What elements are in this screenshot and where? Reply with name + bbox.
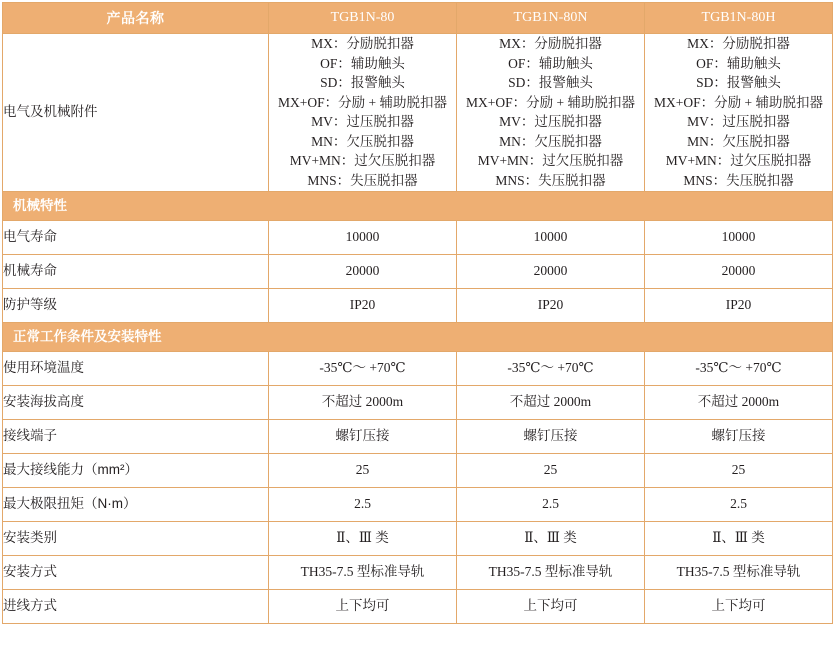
accessory-line: OF：辅助触头 [508, 55, 593, 71]
row-label: 最大接线能力（mm²） [3, 453, 269, 487]
accessory-line: SD：报警触头 [320, 75, 405, 91]
accessory-line: OF：辅助触头 [320, 55, 405, 71]
row-label: 安装类别 [3, 521, 269, 555]
accessory-line: MX：分励脱扣器 [687, 36, 790, 51]
row-label: 机械寿命 [3, 254, 269, 288]
row-value: 2.5 [645, 487, 833, 521]
row-value: 2.5 [269, 487, 457, 521]
table-header-row [3, 3, 833, 34]
table-row [3, 385, 833, 419]
row-value: -35℃～ +70℃ [269, 351, 457, 385]
accessories-cell-2 [457, 34, 645, 192]
header-model-1: TGB1N-80 [269, 3, 457, 34]
accessories-row [3, 34, 833, 192]
row-value: 25 [457, 453, 645, 487]
table-row [3, 419, 833, 453]
specification-table [2, 2, 833, 624]
section-band-label: 正常工作条件及安装特性 [3, 322, 833, 351]
accessory-line: MN：欠压脱扣器 [687, 133, 790, 149]
row-value: -35℃～ +70℃ [645, 351, 833, 385]
accessory-line: MV+MN：过欠压脱扣器 [665, 153, 812, 169]
accessory-line: MX：分励脱扣器 [311, 36, 414, 51]
row-value: TH35-7.5 型标准导轨 [269, 555, 457, 589]
row-label: 电气寿命 [3, 220, 269, 254]
row-value: 不超过 2000m [457, 385, 645, 419]
table-row [3, 589, 833, 623]
accessory-line: MX+OF：分励 + 辅助脱扣器 [466, 94, 635, 110]
row-value: Ⅱ、Ⅲ 类 [269, 521, 457, 555]
row-value: 10000 [645, 220, 833, 254]
table-row [3, 487, 833, 521]
accessory-line: MV：过压脱扣器 [311, 114, 414, 130]
row-value: 不超过 2000m [269, 385, 457, 419]
table-row [3, 521, 833, 555]
row-value: IP20 [645, 288, 833, 322]
table-row [3, 351, 833, 385]
accessory-line: MX+OF：分励 + 辅助脱扣器 [654, 94, 823, 110]
accessory-line: MV：过压脱扣器 [499, 114, 602, 130]
accessory-line: MX：分励脱扣器 [499, 36, 602, 51]
table-row [3, 555, 833, 589]
row-label: 使用环境温度 [3, 351, 269, 385]
row-value: Ⅱ、Ⅲ 类 [645, 521, 833, 555]
accessory-line: SD：报警触头 [508, 75, 593, 91]
row-value: 10000 [457, 220, 645, 254]
row-value: 25 [645, 453, 833, 487]
table-row [3, 288, 833, 322]
row-value: 上下均可 [269, 589, 457, 623]
accessory-line: MN：欠压脱扣器 [499, 133, 602, 149]
table-row [3, 220, 833, 254]
row-value: 螺钉压接 [269, 419, 457, 453]
header-model-3: TGB1N-80H [645, 3, 833, 34]
row-value: 20000 [457, 254, 645, 288]
row-value: TH35-7.5 型标准导轨 [645, 555, 833, 589]
accessory-line: MNS：失压脱扣器 [495, 172, 606, 188]
header-product-name: 产品名称 [3, 3, 269, 34]
section-band-mechanical [3, 191, 833, 220]
accessory-line: MNS：失压脱扣器 [683, 172, 794, 188]
row-value: 25 [269, 453, 457, 487]
row-label: 安装方式 [3, 555, 269, 589]
row-value: 10000 [269, 220, 457, 254]
accessory-line: SD：报警触头 [696, 75, 781, 91]
row-value: TH35-7.5 型标准导轨 [457, 555, 645, 589]
accessories-label: 电气及机械附件 [3, 34, 269, 192]
accessory-line: MV：过压脱扣器 [687, 114, 790, 130]
accessory-line: MV+MN：过欠压脱扣器 [289, 153, 436, 169]
row-value: 20000 [269, 254, 457, 288]
accessory-line: MNS：失压脱扣器 [307, 172, 418, 188]
section-band-label: 机械特性 [3, 191, 833, 220]
row-label: 安装海拔高度 [3, 385, 269, 419]
row-value: Ⅱ、Ⅲ 类 [457, 521, 645, 555]
row-value: 上下均可 [645, 589, 833, 623]
row-label: 最大极限扭矩（N·m） [3, 487, 269, 521]
row-value: 不超过 2000m [645, 385, 833, 419]
row-value: IP20 [457, 288, 645, 322]
section-band-operating-conditions [3, 322, 833, 351]
row-value: 20000 [645, 254, 833, 288]
row-label: 防护等级 [3, 288, 269, 322]
row-value: IP20 [269, 288, 457, 322]
table-row [3, 453, 833, 487]
accessory-line: OF：辅助触头 [696, 55, 781, 71]
row-value: -35℃～ +70℃ [457, 351, 645, 385]
row-value: 上下均可 [457, 589, 645, 623]
accessories-cell-1 [269, 34, 457, 192]
row-value: 2.5 [457, 487, 645, 521]
accessory-line: MV+MN：过欠压脱扣器 [477, 153, 624, 169]
accessory-line: MX+OF：分励 + 辅助脱扣器 [278, 94, 447, 110]
row-value: 螺钉压接 [645, 419, 833, 453]
accessory-line: MN：欠压脱扣器 [311, 133, 414, 149]
row-label: 接线端子 [3, 419, 269, 453]
table-row [3, 254, 833, 288]
header-model-2: TGB1N-80N [457, 3, 645, 34]
row-value: 螺钉压接 [457, 419, 645, 453]
accessories-cell-3 [645, 34, 833, 192]
row-label: 进线方式 [3, 589, 269, 623]
